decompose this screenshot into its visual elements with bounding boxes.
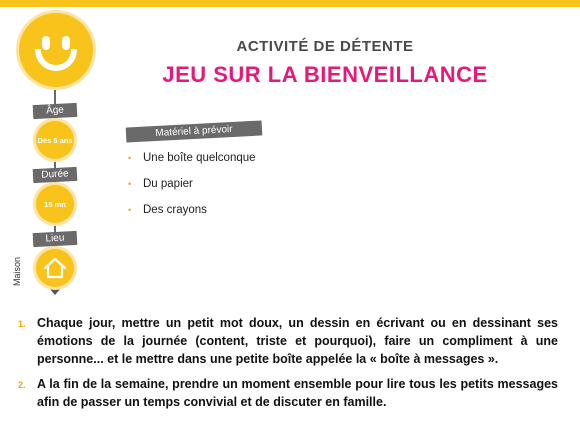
place-value: Maison <box>12 256 22 286</box>
materials-list <box>128 152 256 230</box>
list-item: • Du papier <box>128 178 193 190</box>
step-number: 1. <box>18 319 26 329</box>
step-text: A la fin de la semaine, prendre un moment ensemble pour lire tous les petits messages afin de passer un temps convivial et de discuter en famille. <box>37 377 558 409</box>
info-sidebar <box>0 0 110 300</box>
house-icon <box>36 249 74 287</box>
place-label: Lieu <box>33 231 78 247</box>
step-number: 2. <box>18 380 26 390</box>
activity-type: ACTIVITÉ DE DÉTENTE <box>236 38 414 55</box>
instructions-list <box>18 314 558 418</box>
list-item: • Des crayons <box>128 204 207 216</box>
smiley-eye-left <box>42 36 50 50</box>
smiley-mouth <box>35 49 77 71</box>
list-item: • Une boîte quelconque <box>128 152 256 164</box>
duration-value: 15 mn <box>36 185 74 223</box>
materials-label: Matériel à prévoir <box>126 120 263 142</box>
age-value: Dès 5 ans <box>36 121 74 159</box>
bullet-icon: • <box>128 179 132 189</box>
instruction-step <box>18 314 558 368</box>
instruction-step <box>18 375 558 411</box>
bullet-icon: • <box>128 205 132 215</box>
place-badge <box>36 249 74 287</box>
page-title: JEU SUR LA BIENVEILLANCE <box>162 62 488 87</box>
timeline-arrow-icon <box>49 288 61 295</box>
smiley-icon <box>19 13 93 87</box>
step-text: Chaque jour, mettre un petit mot doux, un dessin en écrivant ou en dessinant ses émotions de la journée (content, triste et pourquoi), faire un compliment à une personne... et le mettre dans une petite boîte appelée la « boîte à messages ». <box>37 316 558 366</box>
smiley-eye-right <box>62 36 70 50</box>
duration-label: Durée <box>33 167 78 183</box>
bullet-icon: • <box>128 153 132 163</box>
age-label: Âge <box>33 103 78 119</box>
